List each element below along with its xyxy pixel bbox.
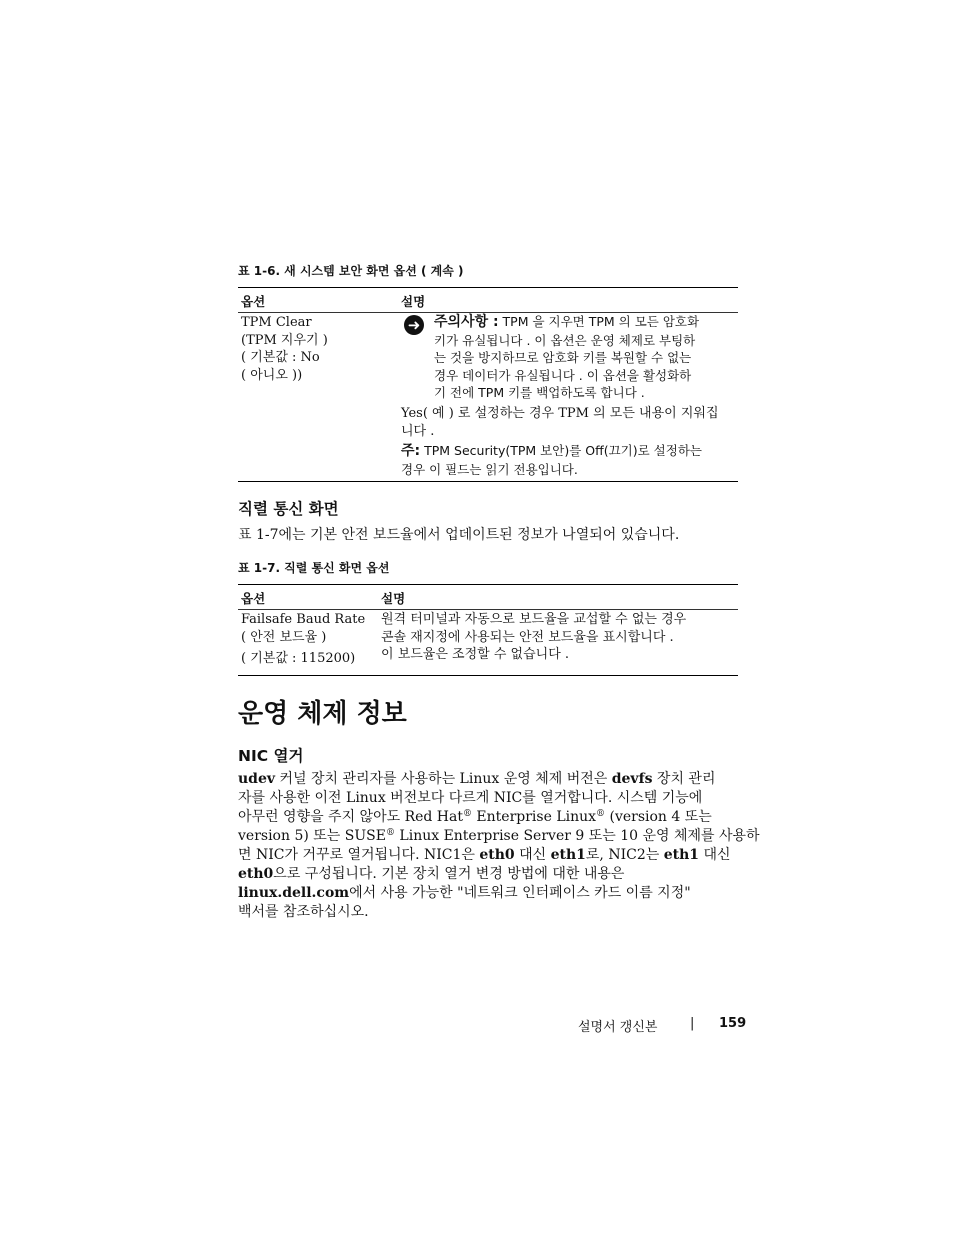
table-top-rule — [238, 584, 738, 585]
nic-enumeration-paragraph: udev 커널 장치 관리자를 사용하는 Linux 운영 체제 버전은 devfs 장치 관리 자를 사용한 이전 Linux 버전보다 다르게 NIC를 열거합니다. 시스템 기능에 아무런 영향을 주지 않아도 Red Hat® Enterprise Linux® (version 4 또는 version 5) 또는 SUSE® Linux Enterprise Server 9 또는 10 운영 체제를 사용하 면 NIC가 거꾸로 열거됩니다. NIC1은 eth0 대신 eth1로, NIC2는 eth1 대신 eth0으로 구성됩니다. 기본 장치 열거 변경 방법에 대한 내용은 linux.dell.com에서 사용 가능한 "네트워크 인터페이스 카드 이름 지정" 백서를 참조하십시오. — [238, 771, 760, 920]
option-cell: TPM Clear (TPM 지우기 ) ( 기본값 : No ( 아니오 )) — [241, 315, 328, 383]
column-header-description: 설명 — [401, 294, 426, 309]
table-top-rule — [238, 287, 738, 288]
yes-description: Yes( 예 ) 로 설정하는 경우 TPM 의 모든 내용이 지워집 니다 . — [401, 406, 719, 439]
security-options-table — [238, 287, 738, 483]
header-rule — [238, 609, 738, 610]
table-caption: 표 1-7. 직렬 통신 화면 옵션 — [238, 561, 390, 575]
column-header-option: 옵션 — [241, 591, 266, 606]
footer-separator: | — [690, 1016, 695, 1031]
section-heading-serial: 직렬 통신 화면 — [238, 500, 339, 518]
table-bottom-rule — [238, 675, 738, 676]
footer-title: 설명서 갱신본 — [578, 1020, 658, 1035]
table-caption: 표 1-6. 새 시스템 보안 화면 옵션 ( 계속 ) — [238, 264, 464, 278]
serial-intro-text: 표 1-7에는 기본 안전 보드율에서 업데이트된 정보가 나열되어 있습니다. — [238, 527, 680, 543]
notice-label: 주의사항 : — [434, 314, 499, 330]
option-cell: Failsafe Baud Rate ( 안전 보드율 ) ( 기본값 : 115200) — [241, 612, 366, 666]
page-number: 159 — [719, 1016, 747, 1031]
note-label: 주: — [401, 443, 421, 459]
chapter-heading-os-info: 운영 체제 정보 — [238, 699, 407, 729]
dell-linux-link[interactable]: linux.dell.com — [238, 885, 350, 901]
column-header-description: 설명 — [381, 591, 406, 606]
notice-arrow-icon: ➜ — [404, 315, 424, 335]
note-text: 주: TPM Security(TPM 보안)를 Off(끄기)로 설정하는 경우 이 필드는 읽기 전용입니다. — [401, 443, 702, 477]
notice-text: 주의사항 : TPM 을 지우면 TPM 의 모든 암호화 키가 유실됩니다 . 이 옵션은 운영 체제로 부팅하 는 것을 방지하므로 암호화 키를 복원할 수 없는 경우 데이터가 유실됩니다 . 이 옵션을 활성화하 기 전에 TPM 키를 백업하도록 합니다 . — [434, 314, 700, 400]
description-cell: 원격 터미널과 자동으로 보드율을 교섭할 수 없는 경우 콘솔 재지정에 사용되는 안전 보드율을 표시합니다 . 이 보드율은 조정할 수 없습니다 . — [381, 612, 687, 662]
section-heading-nic: NIC 열거 — [238, 747, 304, 765]
serial-options-table — [238, 584, 738, 677]
column-header-option: 옵션 — [241, 294, 266, 309]
table-bottom-rule — [238, 481, 738, 482]
